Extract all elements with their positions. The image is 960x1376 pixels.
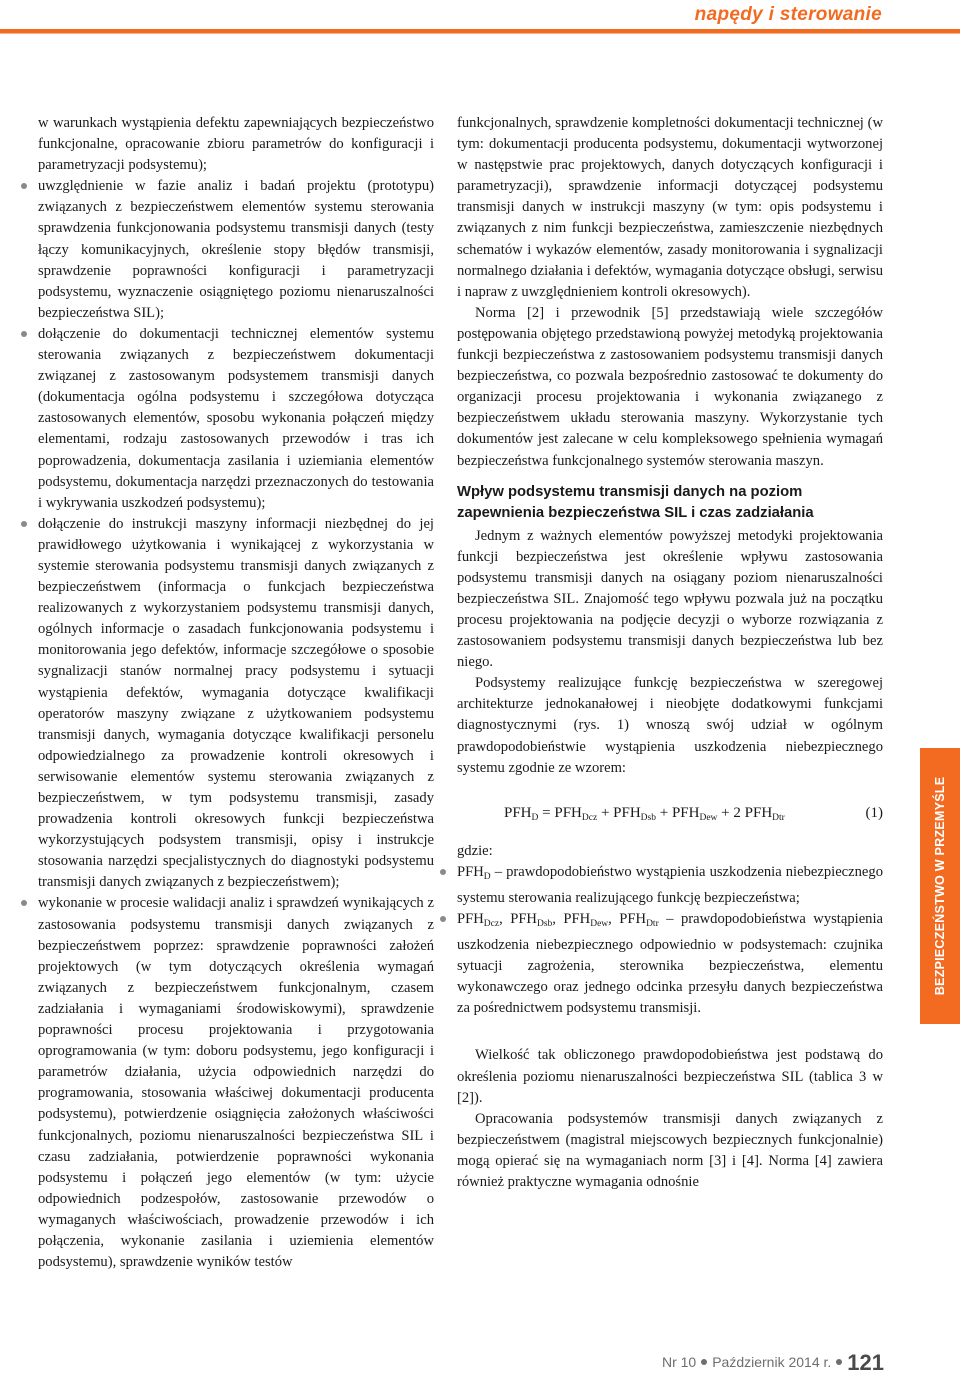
page-number: 121	[847, 1350, 884, 1375]
intro-paragraph: w warunkach wystąpienia defektu zapewniających bezpieczeństwo funkcjonalne, opracowanie zbioru parametrów do konfiguracji i parametryzacji podsystemu);	[38, 115, 434, 174]
bullet-icon	[21, 183, 27, 189]
equation	[457, 785, 883, 841]
list-item	[38, 514, 434, 894]
separator-dot-icon	[836, 1359, 842, 1365]
equation-number: (1)	[865, 804, 883, 821]
list-item	[38, 324, 434, 514]
bullet-icon	[440, 916, 446, 922]
header-rule-shadow	[0, 33, 960, 34]
right-column	[457, 113, 883, 1193]
body-paragraph: Opracowania podsystemów transmisji danych związanych z bezpieczeństwem (magistral miejscowych bezpiecznych funkcjonalnie) mogą opierać się na wymaganiach norm [3] i [4]. Norma [4] zawiera również praktyczne wymagania odnośnie	[457, 1110, 883, 1191]
side-tab-label: BEZPIECZEŃSTWO W PRZEMYŚLE	[933, 776, 947, 996]
list-item: $PFH_{Dcz}$, $PFH_{Dsb}$, $PFH_{Dew}$, $PFH_{Dtr}$ – prawdopodobieństwa wystąpienia uszkodzenia niebezpiecznego odpowiednio w podsystemach: czujnika sytuacji zagrożenia, sterownika bezpieczeństwa, elementu wykonawczego oraz jednego odcinka przesyłu danych bezpieczeństwa za pośrednictwem podsystemu transmisji.	[457, 909, 883, 1019]
list-item-text: uwzględnienie w fazie analiz i badań projektu (prototypu) związanych z bezpieczeństwem elementów systemu sterowania sprawdzenia funkcjonowania podsystemu transmisji danych (testy łączy komunikacyjnych, określenie stopy błędów transmisji, sprawdzenie poprawności konfiguracji i parametryzacji podsystemu, wyznaczenie osiągniętego poziomu nienaruszalności bezpieczeństwa SIL);	[38, 178, 434, 321]
continued-paragraph: funkcjonalnych, sprawdzenie kompletności dokumentacji technicznej (w tym: dokumentacji producenta podsystemu, dokumentacji wytworzonej w następstwie prac projektowych, danych dotyczących konfiguracji i parametryzacji), sprawdzenie informacji dotyczącej podsystemu transmisji danych w instrukcji maszyny (w tym: opis podsystemu i związanych z nim funkcji bezpieczeństwa, zamieszczenie niezbędnych schematów i wykazów elementów, zasady monitorowania i sygnalizacji normalnego działania i defektów, wymagania dotyczące obsługi, serwisu i napraw z uwzględnieniem kontroli okresowych).	[457, 115, 883, 300]
where-label: gdzie:	[457, 842, 493, 859]
section-title: napędy i sterowanie	[694, 4, 882, 25]
list-item	[38, 893, 434, 1273]
list-item-text: dołączenie do dokumentacji technicznej elementów systemu sterowania związanych z bezpieczeństwem dokumentacji związanej z zastosowanym podsystemem transmisji danych (dokumentacja ogólna podsystemu i szczegółowa dotycząca zastosowanych elementów, sposobu wykonania połączeń między elementami, rodzaju zastosowanych przewodów i tras ich poprowadzenia, dokumentacja zasilania i uziemiania elementów podsystemu, dokumentacja narzędzi przeznaczonych do testowania i wykrywania uszkodzeń podsystemu);	[38, 325, 434, 511]
body-paragraph: Norma [2] i przewodnik [5] przedstawiają wiele szczegółów postępowania objętego przedstawioną powyżej metodyką projektowania funkcji bezpieczeństwa z zastosowaniem podsystemu transmisji danych bezpieczeństwa, co pozwala bezpośrednio zastosować te dokumenty do organizacji procesu projektowania i wykonania związanego z bezpieczeństwem układu sterowania maszyny. Wykorzystanie tych dokumentów jest zalecane w celu kompleksowego spełnienia wymagań bezpieczeństwa funkcjonalnego systemów sterowania maszyn.	[457, 304, 883, 469]
list-item-text: dołączenie do instrukcji maszyny informacji niezbędnej do jej prawidłowego użytkowania i wynikającej z wykorzystania w systemie sterowania podsystemu transmisji danych związanych z bezpieczeństwem (informacja o funkcjach bezpieczeństwa realizowanych z wykorzystaniem podsystemu transmisji danych, ogólnych informacje o zasadach funkcjonowania podsystemu i monitorowania jego defektów, informacje szczegółowe o sposobie sygnalizacji stanów normalnej pracy podsystemu i sytuacji wystąpienia defektów, wymagania dotyczące kwalifikacji operatorów maszyny związane z użytkowaniem podsystemu transmisji danych, wymagania dotyczące kwalifikacji personelu odpowiedzialnego za prowadzenie kontroli okresowych i serwisowanie elementów systemu sterowania związanych z bezpieczeństwem, w tym podsystemu transmisji, zasady prowadzenia kontroli okresowych funkcji bezpieczeństwa wykorzystujących podsystem transmisji, opisy i instrukcje stosowania narzędzi specjalistycznych do diagnostyki podsystemu transmisji danych związanych z bezpieczeństwem);	[38, 515, 434, 891]
definitions-list	[457, 862, 883, 1020]
separator-dot-icon	[701, 1359, 707, 1365]
section-heading: Wpływ podsystemu transmisji danych na poziom zapewnienia bezpieczeństwa SIL i czas zadziałania	[457, 483, 814, 521]
body-paragraph: Jednym z ważnych elementów powyższej metodyki projektowania funkcji bezpieczeństwa jest określenie wpływu zastosowania podsystemu transmisji danych na osiągany poziom nienaruszalności bezpieczeństwa SIL. Znajomość tego wpływu pozwala już na początku procesu projektowania na podjęcie decyzji o wyborze rozwiązania z zastosowaniem podsystemu transmisji danych bezpieczeństwa lub bez niego.	[457, 527, 883, 671]
requirements-list	[38, 176, 434, 1273]
page-footer	[662, 1350, 884, 1376]
body-paragraph: Podsystemy realizujące funkcję bezpieczeństwa w szeregowej architekturze jednokanałowej i nieobjęte dodatkowymi funkcjami diagnostycznymi (rys. 1) wnoszą swój udział w ogólnym prawdopodobieństwie wystąpienia uszkodzenia niebezpiecznego systemu zgodnie ze wzorem:	[457, 675, 883, 776]
list-item	[38, 176, 434, 324]
bullet-icon	[21, 331, 27, 337]
issue-number: Nr 10	[661, 1354, 697, 1370]
body-paragraph: Wielkość tak obliczonego prawdopodobieństwa jest podstawą do określenia poziomu nienaruszalności bezpieczeństwa SIL (tablica 3 w [2]).	[457, 1047, 883, 1106]
equation-expression: $PFH_D = PFH_{Dcz} + PFH_{Dsb} + PFH_{Dew} + 2$ $PFH_{Dtr}$	[504, 804, 785, 823]
list-item-text: wykonanie w procesie walidacji analiz i sprawdzeń wynikających z zastosowania podsystemu transmisji danych związanych z bezpieczeństwem poprzez: sprawdzenie poprawności założeń projektowych (w tym dotyczących określenia wymagań związanych z bezpieczeństwem funkcjonalnym, czasem zadziałania i wymaganiami środowiskowymi), sprawdzenie poprawności procesu projektowania i przygotowania oprogramowania (w tym: doboru podsystemu, jego konfiguracji i parametrów działania, użycia odpowiednich narzędzi do programowania, stosowania właściwej dokumentacji producenta podsystemu), potwierdzenie osiągnięcia założonych właściwości funkcjonalnych, poziomu nienaruszalności bezpieczeństwa SIL i czasu zadziałania, potwierdzenie poprawności wykonania podsystemu i połączeń jego elementów (w tym: użycie odpowiednich podzespołów, zastosowanie przewodów o wymaganych właściwościach, prowadzenie przewodów i ich połączenia, wykonanie zasilania i uziemienia elementów podsystemu), sprawdzenie wyników testów	[38, 895, 434, 1271]
page-header	[0, 0, 960, 30]
bullet-icon	[21, 521, 27, 527]
list-item: $PFH_D$ – prawdopodobieństwo wystąpienia uszkodzenia niebezpiecznego systemu sterowania realizującego funkcję bezpieczeństwa;	[457, 862, 883, 909]
issue-date: Październik 2014 r.	[712, 1354, 832, 1370]
left-column	[38, 113, 434, 1273]
bullet-icon	[21, 900, 27, 906]
section-side-tab	[920, 748, 960, 1024]
bullet-icon	[440, 869, 446, 875]
